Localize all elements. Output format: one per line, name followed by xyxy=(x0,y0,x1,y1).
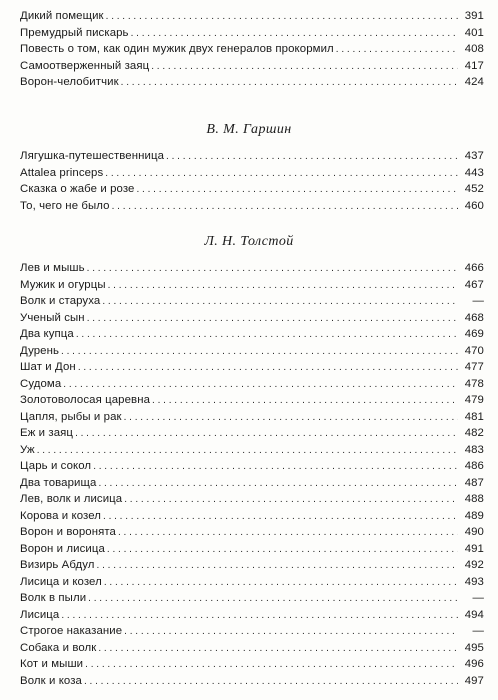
toc-entry xyxy=(20,607,484,624)
toc-entry-title: Уж xyxy=(20,443,35,456)
dot-leader xyxy=(112,199,458,216)
toc-entry-page-number: 497 xyxy=(464,674,484,687)
toc-entry xyxy=(20,359,484,376)
toc-entry xyxy=(20,508,484,525)
toc-entry xyxy=(20,376,484,393)
dot-leader xyxy=(336,42,458,59)
dot-leader xyxy=(118,525,458,542)
toc-entry-title: Судома xyxy=(20,377,62,390)
toc-entry-page-number: 493 xyxy=(464,575,484,588)
toc-entry-page-number: — xyxy=(472,295,484,307)
toc-entry xyxy=(20,198,484,215)
toc-entry xyxy=(20,524,484,541)
toc-entry-title: Корова и козел xyxy=(20,509,102,522)
toc-entry xyxy=(20,557,484,574)
toc-entry-title: Ворон-челобитчик xyxy=(20,76,119,88)
toc-entry-title: Царь и сокол xyxy=(20,460,92,472)
toc-entry-page-number: 494 xyxy=(464,608,484,621)
toc-entry-page-number: 408 xyxy=(464,43,484,55)
section-tolstoy-entries xyxy=(20,260,484,689)
toc-entry xyxy=(20,25,484,42)
toc-entry xyxy=(20,74,484,91)
toc-entry-title: Цапля, рыбы и рак xyxy=(20,410,122,423)
dot-leader xyxy=(106,9,458,26)
toc-entry-page-number: 468 xyxy=(464,311,484,324)
toc-entry-title: Ворон и лисица xyxy=(20,542,105,555)
toc-entry-title: Ворон и воронята xyxy=(20,526,116,538)
toc-entry xyxy=(20,343,484,360)
toc-entry xyxy=(20,590,484,607)
dot-leader xyxy=(104,575,458,592)
dot-leader xyxy=(93,459,458,476)
toc-entry-page-number: 491 xyxy=(464,542,484,555)
toc-entry xyxy=(20,541,484,558)
toc-entry-page-number: 490 xyxy=(464,526,484,538)
toc-entry-title: Шат и Дон xyxy=(20,361,76,373)
toc-entry-page-number: 469 xyxy=(464,328,484,340)
toc-entry-title: Повесть о том, как один мужик двух генералов прокормил xyxy=(20,43,334,55)
toc-entry-title: Строгое наказание xyxy=(20,625,123,637)
toc-entry-page-number: 481 xyxy=(464,410,484,423)
toc-entry-page-number: — xyxy=(472,592,484,604)
section-garshin-entries xyxy=(20,148,484,214)
toc-entry-page-number: 417 xyxy=(464,59,484,72)
toc-entry xyxy=(20,623,484,640)
toc-entry-page-number: 443 xyxy=(464,166,484,179)
dot-leader xyxy=(136,182,458,199)
toc-entry-page-number: 487 xyxy=(464,476,484,489)
toc-entry-title: Мужик и огурцы xyxy=(20,278,106,291)
dot-leader xyxy=(75,426,458,443)
toc-entry-page-number: 492 xyxy=(464,559,484,571)
toc-entry-title: Лев и мышь xyxy=(20,262,85,274)
toc-entry-title: Два товарища xyxy=(20,476,97,489)
toc-entry-title: Визирь Абдул xyxy=(20,559,95,571)
toc-entry-page-number: 460 xyxy=(464,199,484,212)
toc-entry xyxy=(20,656,484,673)
toc-entry-page-number: 477 xyxy=(464,361,484,373)
dot-leader xyxy=(166,149,458,166)
toc-entry-page-number: 424 xyxy=(464,76,484,88)
toc-entry xyxy=(20,409,484,426)
dot-leader xyxy=(124,492,458,509)
dot-leader xyxy=(76,327,458,344)
dot-leader xyxy=(88,591,458,608)
author-heading-tolstoy: Л. Н. Толстой xyxy=(204,234,294,249)
toc-entry xyxy=(20,491,484,508)
toc-entry-title: Лягушка-путешественница xyxy=(20,150,165,162)
toc-entry-title: Сказка о жабе и розе xyxy=(20,183,135,195)
dot-leader xyxy=(124,410,458,427)
dot-leader xyxy=(63,377,458,394)
toc-entry xyxy=(20,260,484,277)
toc-entry xyxy=(20,425,484,442)
toc-entry-page-number: 488 xyxy=(464,493,484,505)
toc-entry xyxy=(20,293,484,310)
toc-entry-title: Еж и заяц xyxy=(20,427,74,439)
toc-entry-title: То, чего не было xyxy=(20,199,110,212)
toc-entry-title: Золотоволосая царевна xyxy=(20,394,151,406)
toc-entry-page-number: 478 xyxy=(464,377,484,390)
toc-entry-title: Лев, волк и лисица xyxy=(20,493,123,505)
dot-leader xyxy=(152,393,458,410)
toc-entry xyxy=(20,673,484,690)
toc-entry-page-number: 489 xyxy=(464,509,484,522)
toc-entry-page-number: 401 xyxy=(464,26,484,39)
toc-entry-title: Attalea princeps xyxy=(20,166,104,179)
toc-entry-title: Два купца xyxy=(20,328,74,340)
toc-entry xyxy=(20,58,484,75)
toc-entry-page-number: 479 xyxy=(464,394,484,406)
toc-entry xyxy=(20,640,484,657)
toc-entry-title: Собака и волк xyxy=(20,641,97,654)
toc-entry-page-number: — xyxy=(472,625,484,637)
dot-leader xyxy=(105,166,458,183)
toc-entry-title: Лисица xyxy=(20,608,60,621)
dot-leader xyxy=(87,311,458,328)
author-heading-garshin: В. М. Гаршин xyxy=(206,122,292,137)
toc-entry-title: Лисица и козел xyxy=(20,575,102,588)
toc-entry-title: Волк в пыли xyxy=(20,592,87,604)
toc-entry-page-number: 452 xyxy=(464,183,484,195)
toc-entry xyxy=(20,458,484,475)
toc-entry xyxy=(20,277,484,294)
toc-entry xyxy=(20,442,484,459)
section-saltykov-entries xyxy=(20,8,484,91)
toc-entry-title: Волк и старуха xyxy=(20,295,101,307)
dot-leader xyxy=(98,476,458,493)
toc-entry-page-number: 486 xyxy=(464,460,484,472)
dot-leader xyxy=(84,674,458,691)
dot-leader xyxy=(37,443,458,460)
toc-entry-page-number: 470 xyxy=(464,344,484,357)
toc-entry xyxy=(20,41,484,58)
toc-entry-page-number: 496 xyxy=(464,658,484,670)
toc-entry-page-number: 495 xyxy=(464,641,484,654)
dot-leader xyxy=(102,294,458,311)
toc-entry xyxy=(20,392,484,409)
dot-leader xyxy=(107,542,458,559)
toc-entry-title: Кот и мыши xyxy=(20,658,84,670)
toc-entry xyxy=(20,8,484,25)
toc-entry-page-number: 467 xyxy=(464,278,484,291)
dot-leader xyxy=(97,558,458,575)
toc-entry-title: Премудрый пискарь xyxy=(20,26,129,39)
toc-entry-title: Дикий помещик xyxy=(20,10,104,22)
dot-leader xyxy=(87,261,458,278)
dot-leader xyxy=(124,624,458,641)
toc-entry xyxy=(20,326,484,343)
toc-entry-title: Волк и коза xyxy=(20,674,82,687)
dot-leader xyxy=(61,344,458,361)
dot-leader xyxy=(78,360,458,377)
toc-entry-title: Самоотверженный заяц xyxy=(20,59,150,72)
toc-entry xyxy=(20,165,484,182)
toc-entry-page-number: 483 xyxy=(464,443,484,456)
toc-entry xyxy=(20,475,484,492)
toc-entry-title: Дурень xyxy=(20,344,60,357)
toc-entry-page-number: 391 xyxy=(464,10,484,22)
dot-leader xyxy=(61,608,458,625)
toc-entry xyxy=(20,148,484,165)
dot-leader xyxy=(85,657,458,674)
toc-entry-title: Ученый сын xyxy=(20,311,85,324)
dot-leader xyxy=(151,59,458,76)
toc-entry-page-number: 437 xyxy=(464,150,484,162)
dot-leader xyxy=(98,641,458,658)
toc-entry xyxy=(20,181,484,198)
toc-entry-page-number: 482 xyxy=(464,427,484,439)
toc-entry xyxy=(20,574,484,591)
dot-leader xyxy=(108,278,458,295)
dot-leader xyxy=(121,75,458,92)
dot-leader xyxy=(103,509,458,526)
toc-entry-page-number: 466 xyxy=(464,262,484,274)
dot-leader xyxy=(131,26,458,43)
toc-entry xyxy=(20,310,484,327)
